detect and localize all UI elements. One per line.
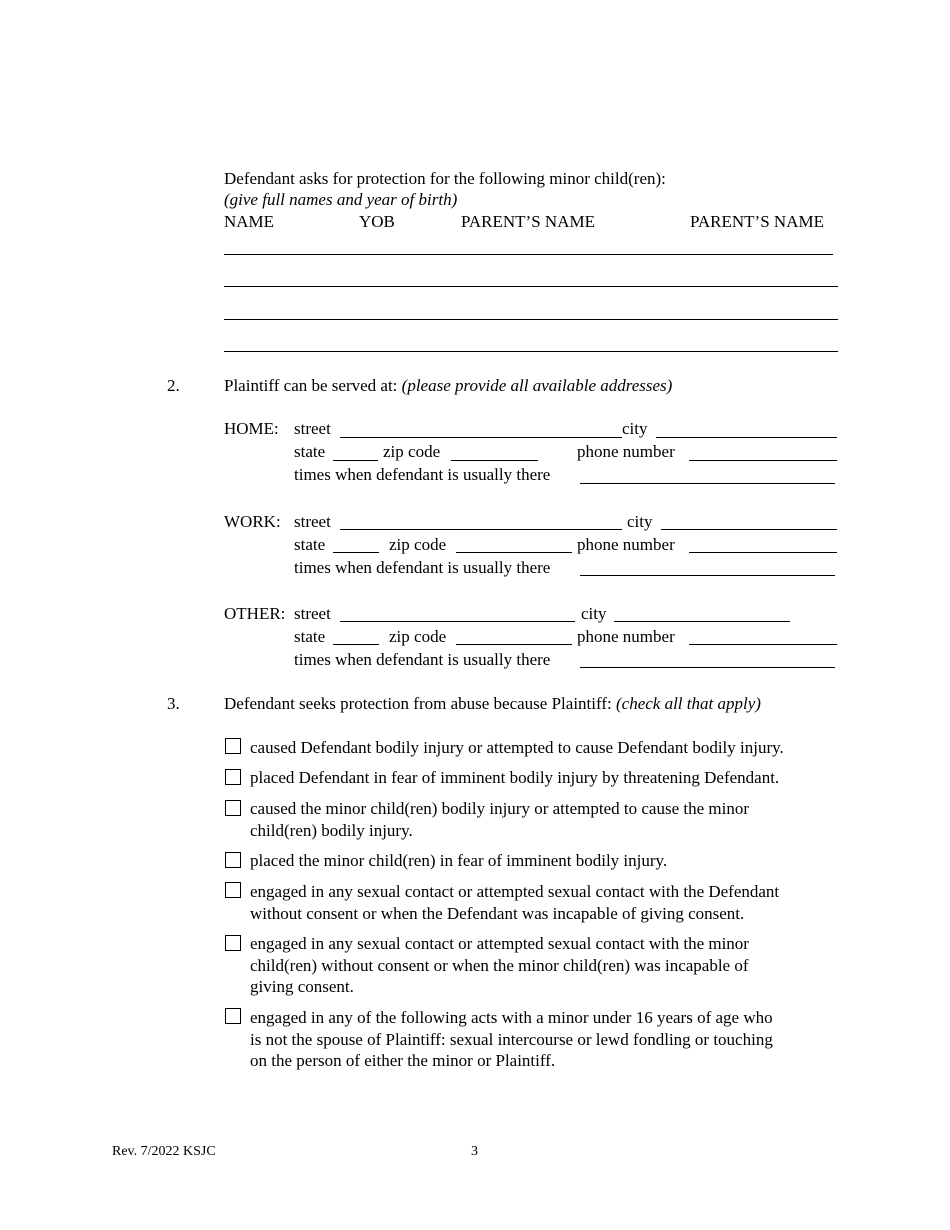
section-3-instruction: (check all that apply) [615, 694, 761, 713]
option-bodily-injury-children-text [250, 798, 749, 841]
option-1-line-1: caused Defendant bodily injury or attempted to cause Defendant bodily injury. [250, 738, 784, 757]
child-entry-line-2[interactable] [224, 286, 838, 287]
work-phone-line[interactable] [689, 552, 837, 553]
section-2-number: 2. [167, 376, 180, 395]
option-3-line-2: child(ren) bodily injury. [250, 820, 413, 840]
option-fear-defendant-text [250, 767, 779, 789]
home-street-label: street [294, 419, 331, 438]
option-6-line-2: child(ren) without consent or when the minor child(ren) was incapable of [250, 955, 749, 975]
work-city-label: city [627, 512, 653, 531]
section-2-title: Plaintiff can be served at: [224, 376, 402, 395]
option-6-line-1: engaged in any sexual contact or attempted sexual contact with the minor [250, 934, 749, 953]
other-state-label: state [294, 627, 326, 646]
other-street-line[interactable] [340, 621, 575, 622]
section-3-title: Defendant seeks protection from abuse because Plaintiff: [224, 694, 616, 713]
option-minor-under-16-text [250, 1007, 773, 1072]
option-7-line-1: engaged in any of the following acts with a minor under 16 years of age who [250, 1008, 773, 1027]
home-city-line[interactable] [656, 437, 837, 438]
option-7-line-3: on the person of either the minor or Plaintiff. [250, 1051, 556, 1070]
work-label: WORK: [224, 512, 281, 531]
home-phone-label: phone number [577, 442, 675, 461]
option-3-line-1: caused the minor child(ren) bodily injury or attempted to cause the minor [250, 799, 749, 818]
home-times-line[interactable] [580, 483, 835, 484]
work-phone-label: phone number [577, 535, 675, 554]
child-entry-line-3[interactable] [224, 319, 838, 320]
option-6-line-3: giving consent. [250, 977, 354, 996]
column-header-name: NAME [224, 212, 275, 231]
section-3-heading [224, 694, 761, 714]
child-entry-line-1[interactable] [224, 254, 833, 255]
other-zip-label: zip code [389, 627, 447, 646]
other-phone-label: phone number [577, 627, 675, 646]
other-street-label: street [294, 604, 331, 623]
home-state-line[interactable] [333, 460, 378, 461]
children-intro: Defendant asks for protection for the following minor child(ren): [224, 169, 666, 188]
option-sexual-contact-children-text [250, 933, 749, 998]
other-zip-line[interactable] [456, 644, 572, 645]
work-street-line[interactable] [340, 529, 622, 530]
checkbox-bodily-injury-defendant[interactable] [225, 738, 241, 754]
footer-page-number: 3 [471, 1144, 478, 1159]
section-3-number: 3. [167, 694, 180, 713]
work-times-line[interactable] [580, 575, 835, 576]
home-state-label: state [294, 442, 326, 461]
other-label: OTHER: [224, 604, 286, 623]
other-state-line[interactable] [333, 644, 379, 645]
other-phone-line[interactable] [689, 644, 837, 645]
home-label: HOME: [224, 419, 279, 438]
checkbox-sexual-contact-defendant[interactable] [225, 882, 241, 898]
home-zip-label: zip code [383, 442, 441, 461]
option-sexual-contact-defendant-text [250, 881, 779, 924]
column-header-parent-name-2: PARENT’S NAME [690, 212, 824, 231]
home-times-label: times when defendant is usually there [294, 465, 551, 484]
other-city-label: city [581, 604, 607, 623]
work-zip-label: zip code [389, 535, 447, 554]
child-entry-line-4[interactable] [224, 351, 838, 352]
home-city-label: city [622, 419, 648, 438]
children-instruction: (give full names and year of birth) [224, 190, 458, 209]
column-header-parent-name-1: PARENT’S NAME [461, 212, 595, 231]
work-zip-line[interactable] [456, 552, 572, 553]
option-2-line-1: placed Defendant in fear of imminent bodily injury by threatening Defendant. [250, 768, 780, 787]
option-bodily-injury-defendant-text [250, 737, 784, 759]
section-2-heading [224, 376, 672, 396]
other-times-label: times when defendant is usually there [294, 650, 551, 669]
checkbox-minor-under-16[interactable] [225, 1008, 241, 1024]
option-5-line-2: without consent or when the Defendant was incapable of giving consent. [250, 903, 745, 923]
option-4-line-1: placed the minor child(ren) in fear of imminent bodily injury. [250, 851, 668, 870]
footer-revision: Rev. 7/2022 KSJC [112, 1144, 216, 1159]
checkbox-sexual-contact-children[interactable] [225, 935, 241, 951]
option-fear-children-text [250, 850, 667, 872]
option-5-line-1: engaged in any sexual contact or attempted sexual contact with the Defendant [250, 882, 780, 901]
option-7-line-2: is not the spouse of Plaintiff: sexual intercourse or lewd fondling or touching [250, 1029, 773, 1049]
column-header-yob: YOB [359, 212, 395, 231]
section-2-instruction: (please provide all available addresses) [401, 376, 673, 395]
work-street-label: street [294, 512, 331, 531]
other-city-line[interactable] [614, 621, 790, 622]
checkbox-fear-defendant[interactable] [225, 769, 241, 785]
home-phone-line[interactable] [689, 460, 837, 461]
work-state-line[interactable] [333, 552, 379, 553]
checkbox-bodily-injury-children[interactable] [225, 800, 241, 816]
work-times-label: times when defendant is usually there [294, 558, 551, 577]
home-zip-line[interactable] [451, 460, 538, 461]
other-times-line[interactable] [580, 667, 835, 668]
work-state-label: state [294, 535, 326, 554]
home-street-line[interactable] [340, 437, 622, 438]
checkbox-fear-children[interactable] [225, 852, 241, 868]
work-city-line[interactable] [661, 529, 837, 530]
